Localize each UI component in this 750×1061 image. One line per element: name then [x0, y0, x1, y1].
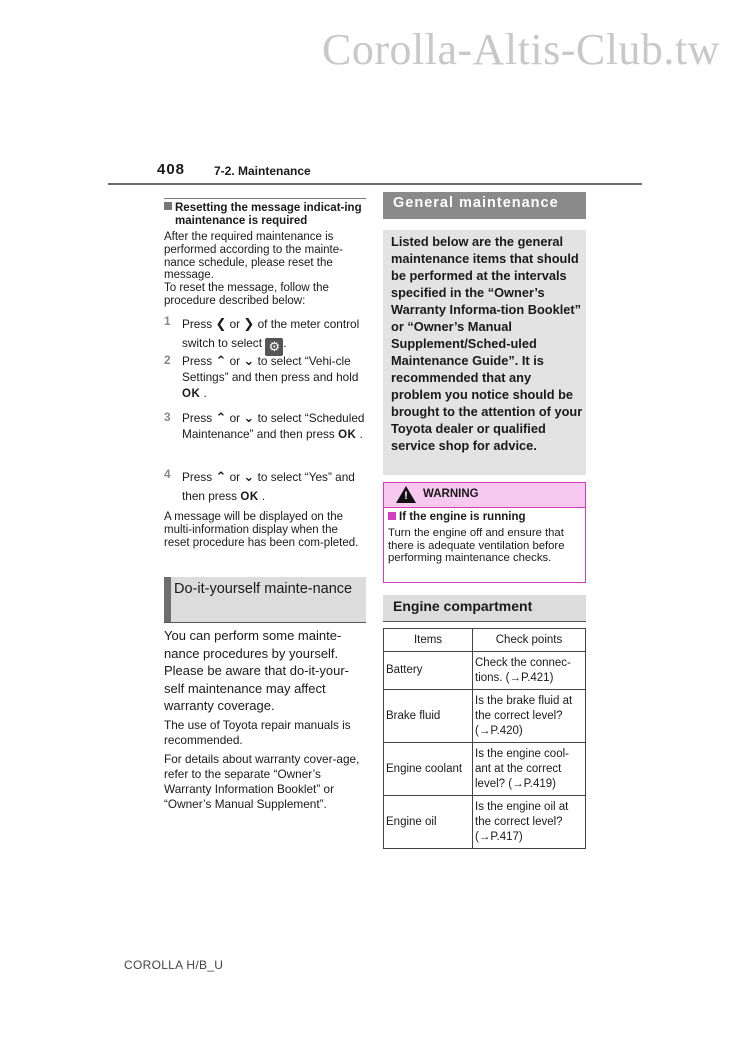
- step-text: or: [226, 317, 244, 331]
- chevron-up-icon: ⌃: [215, 469, 227, 484]
- ok-icon: OK: [338, 429, 357, 441]
- diy-divider: [164, 622, 366, 623]
- warning-subheading: [388, 511, 526, 523]
- column-header: Items: [384, 629, 473, 652]
- ok-icon: OK: [182, 388, 201, 400]
- section-title: 7-2. Maintenance: [214, 164, 311, 178]
- bullet-square-icon: [388, 512, 396, 520]
- table-cell-item: Engine coolant: [384, 743, 473, 796]
- table-row: [384, 690, 586, 743]
- heading-accent-bar: [164, 577, 171, 622]
- table-cell-item: Engine oil: [384, 796, 473, 849]
- step-text: to select “Vehi-cle Settings” and then press and hold: [182, 354, 359, 384]
- repair-manual-paragraph: The use of Toyota repair manuals is recommended.: [164, 718, 351, 747]
- chevron-up-icon: ⌃: [215, 410, 227, 425]
- table-row: [384, 743, 586, 796]
- engine-compartment-heading: [383, 595, 586, 621]
- table-header-row: [384, 629, 586, 652]
- gear-icon: ⚙: [265, 338, 283, 356]
- page-number: 408: [157, 161, 186, 178]
- table-cell-check: Is the brake fluid at the correct level? (→P.420): [473, 690, 586, 743]
- step-text: Press: [182, 470, 216, 484]
- step-text: Press: [182, 411, 216, 425]
- chevron-down-icon: ⌄: [243, 353, 255, 368]
- intro-text-2: To reset the message, follow the procedure described below:: [164, 282, 329, 307]
- diy-heading: Do-it-yourself mainte-nance: [174, 581, 353, 597]
- table-cell-check: Check the connec-tions. (→P.421): [473, 652, 586, 690]
- step-text: to select “Scheduled Maintenance” and then press: [182, 411, 365, 441]
- step-text: or: [226, 411, 244, 425]
- warranty-paragraph: For details about warranty cover-age, refer to the separate “Owner’s Warranty Information Booklet” or “Owner’s Manual Supplement”.: [164, 752, 360, 811]
- reset-subheading: [164, 198, 366, 228]
- chevron-up-icon: ⌃: [215, 353, 227, 368]
- table-cell-check: Is the engine oil at the correct level? (→P.417): [473, 796, 586, 849]
- warning-message: Turn the engine off and ensure that there is adequate ventilation before performing maintenance checks.: [388, 527, 565, 564]
- column-header: Check points: [473, 629, 586, 652]
- step-text: or: [226, 470, 244, 484]
- watermark: Corolla-Altis-Club.tw: [322, 25, 720, 74]
- reset-subheading-text: Resetting the message indicat-ing maintenance is required: [175, 202, 362, 227]
- engine-compartment-table: [383, 628, 586, 849]
- intro-text: After the required maintenance is performed according to the mainte-nance schedule, please reset the message.: [164, 231, 343, 282]
- engine-compartment-title: Engine compartment: [393, 598, 533, 614]
- completion-paragraph: A message will be displayed on the multi-information display when the reset procedure has been com-pleted.: [164, 511, 359, 549]
- table-cell-item: Brake fluid: [384, 690, 473, 743]
- ok-icon: OK: [240, 491, 259, 503]
- table-row: [384, 796, 586, 849]
- table-cell-check: Is the engine cool-ant at the correct level? (→P.419): [473, 743, 586, 796]
- general-maintenance-title: General maintenance: [393, 195, 559, 211]
- step-text: Press: [182, 317, 216, 331]
- chevron-right-icon: ❯: [243, 316, 255, 331]
- warning-label: WARNING: [423, 488, 479, 500]
- warning-exclamation: !: [404, 490, 408, 502]
- general-maintenance-heading: [383, 192, 586, 219]
- table-cell-item: Battery: [384, 652, 473, 690]
- step-number: 3: [164, 410, 171, 424]
- step-text: .: [283, 336, 287, 350]
- step-text: .: [258, 489, 266, 503]
- warning-box: [383, 482, 586, 583]
- bullet-square-icon: [164, 202, 172, 210]
- general-maintenance-text: Listed below are the general maintenance items that should be performed at the intervals specified in the “Owner’s Warranty Informa-tion Booklet” or “Owner’s Manual Supplement/Sched-uled Maintenance Guide”. It is recommended that any problem you notice should be brought to the attention of your Toyota dealer or qualified service shop for advice.: [391, 234, 583, 453]
- table-row: [384, 652, 586, 690]
- step-number: 2: [164, 353, 171, 367]
- step-text: to select “Yes” and then press: [182, 470, 355, 503]
- engine-compartment-divider: [383, 621, 586, 622]
- step-text: or: [226, 354, 244, 368]
- intro-paragraph: [164, 231, 366, 308]
- chevron-left-icon: ❮: [215, 316, 227, 331]
- warning-subheading-text: If the engine is running: [399, 511, 526, 523]
- step-number: 1: [164, 314, 171, 328]
- chevron-down-icon: ⌄: [243, 410, 255, 425]
- general-maintenance-box: [383, 230, 586, 475]
- diy-heading-box: [164, 577, 366, 622]
- step-text: of the meter control switch to select: [182, 317, 360, 350]
- step-number: 4: [164, 467, 171, 481]
- diy-paragraph: You can perform some mainte-nance procedures by yourself. Please be aware that do-it-your-self maintenance may affect warranty coverage.: [164, 628, 349, 713]
- warning-header: [384, 483, 585, 508]
- footer-text: COROLLA H/B_U: [124, 958, 224, 972]
- step-text: .: [200, 386, 207, 400]
- chevron-down-icon: ⌄: [243, 469, 255, 484]
- header-divider: [108, 183, 642, 185]
- step-text: Press: [182, 354, 216, 368]
- step-text: .: [356, 427, 363, 441]
